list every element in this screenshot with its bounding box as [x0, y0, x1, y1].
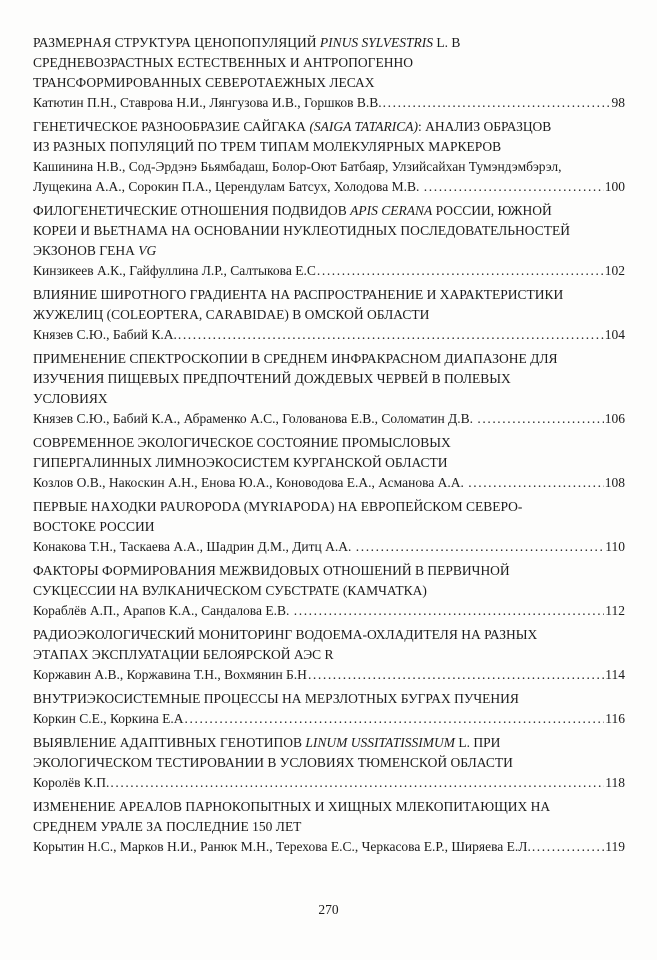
title-segment: ИЗ РАЗНЫХ ПОПУЛЯЦИЙ ПО ТРЕМ ТИПАМ МОЛЕКУЛЯРНЫХ МАРКЕРОВ — [33, 139, 502, 154]
entry-title-line — [33, 433, 625, 453]
entry-title-line — [33, 137, 625, 157]
title-segment: СУКЦЕССИИ НА ВУЛКАНИЧЕСКОМ СУБСТРАТЕ (КАМЧАТКА) — [33, 583, 427, 598]
entry-authors: Корытин Н.С., Марков Н.И., Ранюк М.Н., Терехова Е.С., Черкасова Е.Р., Ширяева Е.Л. — [33, 839, 531, 854]
entry-title — [33, 349, 625, 409]
entry-title-line — [33, 389, 625, 409]
entry-title — [33, 689, 625, 709]
title-segment: ВЛИЯНИЕ ШИРОТНОГО ГРАДИЕНТА НА РАСПРОСТРАНЕНИЕ И ХАРАКТЕРИСТИКИ — [33, 287, 564, 302]
dot-leader — [468, 473, 603, 493]
entry-title-line — [33, 517, 625, 537]
dot-leader — [424, 177, 604, 197]
entry-authors-row — [33, 601, 625, 621]
entry-title — [33, 201, 625, 261]
entry-page-number: 114 — [605, 667, 625, 682]
entry-title-line — [33, 581, 625, 601]
entry-title-line — [33, 33, 625, 53]
title-segment: ГИПЕРГАЛИННЫХ ЛИМНОЭКОСИСТЕМ КУРГАНСКОЙ ОБЛАСТИ — [33, 455, 448, 470]
entry-authors-row — [33, 473, 625, 493]
title-segment: ЭКОЛОГИЧЕСКОМ ТЕСТИРОВАНИИ В УСЛОВИЯХ ТЮМЕНСКОЙ ОБЛАСТИ — [33, 755, 513, 770]
entry-page-number: 104 — [604, 327, 625, 342]
entry-authors-row — [33, 709, 625, 729]
entry-title-line — [33, 117, 625, 137]
toc-entry — [33, 689, 625, 729]
dot-leader — [317, 261, 604, 281]
entry-authors: Козлов О.В., Накоскин А.Н., Енова Ю.А., Коноводова Е.А., Асманова А.А. — [33, 475, 468, 490]
entry-title-line — [33, 561, 625, 581]
entry-title — [33, 497, 625, 537]
entry-authors: Коржавин А.В., Коржавина Т.Н., Вохмянин Б.Н — [33, 667, 307, 682]
toc-list — [33, 33, 625, 861]
entry-title — [33, 733, 625, 773]
entry-title-line — [33, 285, 625, 305]
entry-title-line — [33, 73, 625, 93]
title-segment: ЭКЗОНОВ ГЕНА — [33, 243, 139, 258]
title-segment: РОССИИ, ЮЖНОЙ — [432, 203, 552, 218]
title-italic-segment: APIS CERANA — [350, 203, 433, 218]
entry-title — [33, 433, 625, 473]
toc-entry — [33, 285, 625, 345]
entry-authors-row — [33, 773, 625, 793]
entry-page-number: 106 — [604, 411, 625, 426]
title-segment: L. В — [433, 35, 461, 50]
toc-entry — [33, 349, 625, 429]
toc-entry — [33, 561, 625, 621]
entry-title-line — [33, 453, 625, 473]
title-segment: ВОСТОКЕ РОССИИ — [33, 519, 155, 534]
entry-page-number: 110 — [605, 539, 625, 554]
entry-title-line — [33, 497, 625, 517]
toc-entry — [33, 733, 625, 793]
entry-title-line — [33, 817, 625, 837]
entry-authors: Королёв К.П. — [33, 775, 110, 790]
entry-page-number: 119 — [605, 839, 625, 854]
entry-title-line — [33, 305, 625, 325]
title-segment: ВЫЯВЛЕНИЕ АДАПТИВНЫХ ГЕНОТИПОВ — [33, 735, 306, 750]
entry-authors: Кашинина Н.В., Сод-Эрдэнэ Бьямбадаш, Болор-Оют Батбаяр, Улзийсайхан Тумэндэмбэрэл, — [33, 159, 562, 174]
entry-authors: Коркин С.Е., Коркина Е.А — [33, 711, 184, 726]
entry-authors: Князев С.Ю., Бабий К.А. — [33, 327, 177, 342]
entry-title-line — [33, 689, 625, 709]
entry-authors: Князев С.Ю., Бабий К.А., Абраменко А.С., Голованова Е.В., Соломатин Д.В. — [33, 411, 477, 426]
entry-title-line — [33, 797, 625, 817]
entry-title-line — [33, 241, 625, 261]
title-segment: L. ПРИ — [454, 735, 501, 750]
title-segment: ТРАНСФОРМИРОВАННЫХ СЕВЕРОТАЕЖНЫХ ЛЕСАХ — [33, 75, 375, 90]
toc-entry — [33, 117, 625, 197]
entry-authors: Кораблёв А.П., Арапов К.А., Сандалова Е.В. — [33, 603, 293, 618]
entry-title-line — [33, 53, 625, 73]
dot-leader — [294, 601, 605, 621]
title-segment: ИЗМЕНЕНИЕ АРЕАЛОВ ПАРНОКОПЫТНЫХ И ХИЩНЫХ МЛЕКОПИТАЮЩИХ НА — [33, 799, 551, 814]
title-segment: РАДИОЭКОЛОГИЧЕСКИЙ МОНИТОРИНГ ВОДОЕМА-ОХЛАДИТЕЛЯ НА РАЗНЫХ — [33, 627, 538, 642]
title-segment: СРЕДНЕВОЗРАСТНЫХ ЕСТЕСТВЕННЫХ И АНТРОПОГЕННО — [33, 55, 413, 70]
title-segment: ГЕНЕТИЧЕСКОЕ РАЗНООБРАЗИЕ САЙГАКА — [33, 119, 310, 134]
entry-title — [33, 285, 625, 325]
entry-authors-row — [33, 93, 625, 113]
page-number: 270 — [318, 902, 339, 917]
toc-entry — [33, 797, 625, 857]
dot-leader — [477, 409, 603, 429]
entry-title-line — [33, 645, 625, 665]
entry-title-line — [33, 349, 625, 369]
title-segment: ЖУЖЕЛИЦ (COLEOPTERA, CARABIDAE) В ОМСКОЙ ОБЛАСТИ — [33, 307, 430, 322]
entry-authors-row — [33, 837, 625, 857]
entry-page-number: 108 — [604, 475, 625, 490]
entry-authors-row — [33, 325, 625, 345]
title-segment: ВНУТРИЭКОСИСТЕМНЫЕ ПРОЦЕССЫ НА МЕРЗЛОТНЫХ БУГРАХ ПУЧЕНИЯ — [33, 691, 519, 706]
entry-authors-row — [33, 409, 625, 429]
dot-leader — [178, 325, 604, 345]
entry-title — [33, 117, 625, 157]
title-segment: ПРИМЕНЕНИЕ СПЕКТРОСКОПИИ В СРЕДНЕМ ИНФРАКРАСНОМ ДИАПАЗОНЕ ДЛЯ — [33, 351, 558, 366]
title-italic-segment: (SAIGA TATARICA) — [309, 119, 419, 134]
title-segment: ФИЛОГЕНЕТИЧЕСКИЕ ОТНОШЕНИЯ ПОДВИДОВ — [33, 203, 351, 218]
entry-title-line — [33, 625, 625, 645]
entry-authors: Конакова Т.Н., Таскаева А.А., Шадрин Д.М., Дитц А.А. — [33, 539, 355, 554]
title-italic-segment: LINUM USSITATISSIMUM — [305, 735, 455, 750]
dot-leader — [185, 709, 605, 729]
entry-page-number: 100 — [604, 179, 625, 194]
entry-page-number: 98 — [611, 95, 625, 110]
entry-title — [33, 33, 625, 93]
title-segment: ФАКТОРЫ ФОРМИРОВАНИЯ МЕЖВИДОВЫХ ОТНОШЕНИЙ В ПЕРВИЧНОЙ — [33, 563, 510, 578]
entry-page-number: 102 — [604, 263, 625, 278]
title-segment: : АНАЛИЗ ОБРАЗЦОВ — [418, 119, 552, 134]
entry-page-number: 116 — [605, 711, 625, 726]
toc-entry — [33, 201, 625, 281]
title-italic-segment: PINUS SYLVESTRIS — [319, 35, 433, 50]
entry-page-number: 118 — [605, 775, 625, 790]
entry-authors: Кинзикеев А.К., Гайфуллина Л.Р., Салтыкова Е.С — [33, 263, 316, 278]
entry-title — [33, 625, 625, 665]
title-segment: ЭТАПАХ ЭКСПЛУАТАЦИИ БЕЛОЯРСКОЙ АЭС R — [33, 647, 334, 662]
toc-entry — [33, 33, 625, 113]
entry-title — [33, 561, 625, 601]
entry-authors-row — [33, 537, 625, 557]
title-segment: ПЕРВЫЕ НАХОДКИ PAUROPODA (MYRIAPODA) НА ЕВРОПЕЙСКОМ СЕВЕРО- — [33, 499, 523, 514]
entry-title-line — [33, 369, 625, 389]
title-italic-segment: VG — [138, 243, 157, 258]
title-segment: КОРЕИ И ВЬЕТНАМА НА ОСНОВАНИИ НУКЛЕОТИДНЫХ ПОСЛЕДОВАТЕЛЬНОСТЕЙ — [33, 223, 570, 238]
dot-leader — [383, 93, 611, 113]
entry-title-line — [33, 221, 625, 241]
dot-leader — [356, 537, 605, 557]
entry-page-number: 112 — [605, 603, 625, 618]
title-segment: РАЗМЕРНАЯ СТРУКТУРА ЦЕНОПОПУЛЯЦИЙ — [33, 35, 320, 50]
entry-title-line — [33, 733, 625, 753]
entry-authors: Лущекина А.А., Сорокин П.А., Церендулам Батсух, Холодова М.В. — [33, 179, 423, 194]
dot-leader — [308, 665, 604, 685]
dot-leader — [532, 837, 604, 857]
title-segment: УСЛОВИЯХ — [33, 391, 108, 406]
entry-title-line — [33, 201, 625, 221]
title-segment: СОВРЕМЕННОЕ ЭКОЛОГИЧЕСКОЕ СОСТОЯНИЕ ПРОМЫСЛОВЫХ — [33, 435, 451, 450]
toc-entry — [33, 497, 625, 557]
title-segment: СРЕДНЕМ УРАЛЕ ЗА ПОСЛЕДНИЕ 150 ЛЕТ — [33, 819, 302, 834]
dot-leader — [110, 773, 604, 793]
page-footer — [0, 900, 657, 920]
entry-authors-row — [33, 261, 625, 281]
toc-entry — [33, 433, 625, 493]
toc-entry — [33, 625, 625, 685]
entry-title-line — [33, 753, 625, 773]
entry-authors-row — [33, 177, 625, 197]
entry-authors: Катютин П.Н., Ставрова Н.И., Лянгузова И.В., Горшков В.В. — [33, 95, 382, 110]
entry-authors-row — [33, 665, 625, 685]
entry-title — [33, 797, 625, 837]
title-segment: ИЗУЧЕНИЯ ПИЩЕВЫХ ПРЕДПОЧТЕНИЙ ДОЖДЕВЫХ ЧЕРВЕЙ В ПОЛЕВЫХ — [33, 371, 511, 386]
